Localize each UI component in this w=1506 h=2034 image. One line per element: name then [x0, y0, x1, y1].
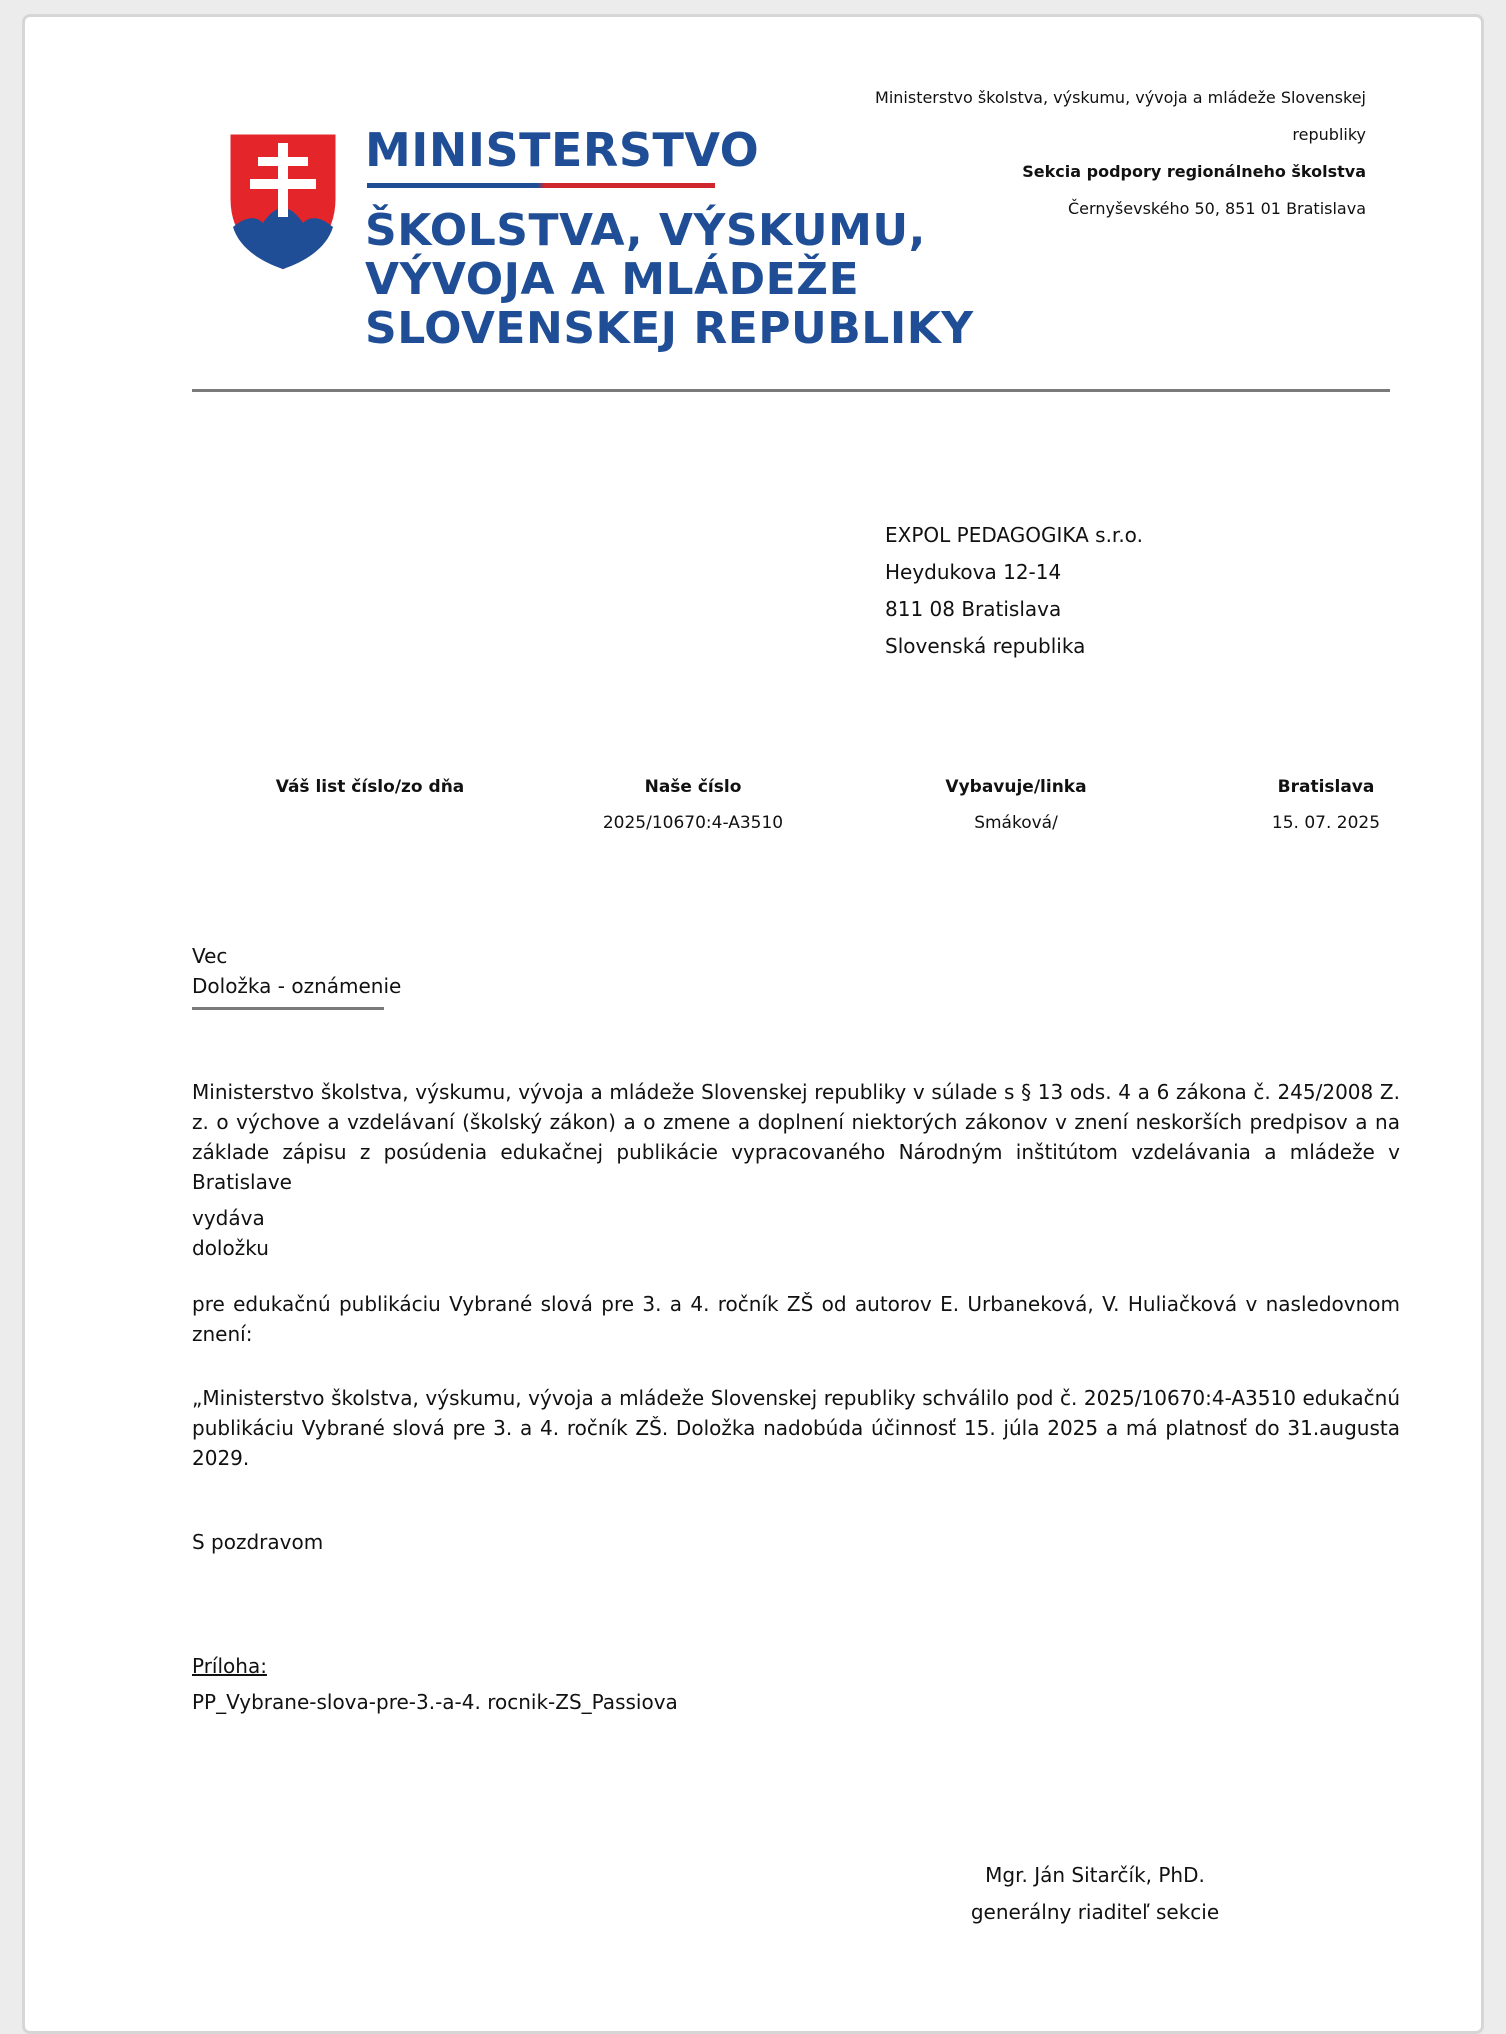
reference-our-number [553, 769, 833, 841]
sender-org-line-1: Ministerstvo školstva, výskumu, vývoja a mládeže Slovenskej [875, 88, 1366, 107]
logo-line-1: MINISTERSTVO [365, 123, 760, 177]
subject-label: Vec [192, 944, 228, 968]
header-divider [192, 389, 1390, 392]
addressee-block [885, 517, 1143, 665]
reference-handled-by [876, 769, 1156, 841]
attachment-file: PP_Vybrane-slova-pre-3.-a-4. rocnik-ZS_Passiova [192, 1690, 678, 1714]
body-paragraph-3: „Ministerstvo školstva, výskumu, vývoja a mládeže Slovenskej republiky schválilo pod č. 2025/10670:4-A3510 edukačnú publikáciu Vybrané slová pre 3. a 4. ročník ZŠ. Doložka nadobúda účinnosť 15. júla 2025 a má platnosť do 31.augusta 2029. [192, 1386, 1400, 1470]
sender-section: Sekcia podpory regionálneho školstva [1022, 162, 1366, 181]
clause-text: doložku [192, 1236, 269, 1260]
sender-org-line-2: republiky [1292, 125, 1366, 144]
reference-label: Vybavuje/linka [945, 777, 1087, 797]
closing-text: S pozdravom [192, 1530, 324, 1554]
reference-label: Bratislava [1277, 777, 1375, 797]
subject-title: Doložka - oznámenie [192, 974, 402, 998]
body-paragraph-2: pre edukačnú publikáciu Vybrané slová pre 3. a 4. ročník ZŠ od autorov E. Urbaneková, V. Huliačková v nasledovnom znení: [192, 1292, 1400, 1346]
issues-text: vydáva [192, 1206, 265, 1230]
addressee-name: EXPOL PEDAGOGIKA s.r.o. [885, 523, 1143, 547]
subject-divider [192, 1007, 384, 1010]
signatory-name: Mgr. Ján Sitarčík, PhD. [985, 1863, 1205, 1887]
body-paragraph-1: Ministerstvo školstva, výskumu, vývoja a mládeže Slovenskej republiky v súlade s § 13 ods. 4 a 6 zákona č. 245/2008 Z. z. o výchove a vzdelávaní (školský zákon) a o zmene a doplnení niektorých zákonov v znení neskorších predpisov a na základe zápisu z posúdenia edukačnej publikácie vypracovaného Národným inštitútom vzdelávania a mládeže v Bratislave [192, 1080, 1400, 1194]
logo-line-3: VÝVOJA A MLÁDEŽE [365, 254, 860, 305]
reference-place-date [1186, 769, 1466, 841]
reference-your-letter [230, 769, 510, 841]
reference-value: Smáková/ [974, 813, 1058, 833]
sender-info [846, 79, 1366, 227]
attachment-label: Príloha: [192, 1654, 267, 1678]
reference-value [230, 805, 510, 841]
reference-value: 2025/10670:4-A3510 [602, 813, 784, 833]
logo-line-4: SLOVENSKEJ REPUBLIKY [365, 303, 974, 354]
subject-block [192, 941, 401, 1001]
addressee-country: Slovenská republika [885, 634, 1086, 658]
sender-address: Černyševského 50, 851 01 Bratislava [1068, 199, 1366, 218]
addressee-street: Heydukova 12-14 [885, 560, 1062, 584]
signatory-title: generálny riaditeľ sekcie [970, 1900, 1220, 1924]
reference-label: Váš list číslo/zo dňa [275, 777, 465, 797]
signature-block [945, 1857, 1245, 1931]
issuance-block [192, 1203, 1400, 1263]
logo-line-2: ŠKOLSTVA, VÝSKUMU, [365, 205, 926, 256]
logo-divider [367, 183, 715, 188]
reference-value: 15. 07. 2025 [1271, 813, 1381, 833]
reference-label: Naše číslo [644, 777, 742, 797]
document-page [22, 14, 1484, 2034]
slovak-coat-of-arms-icon [225, 129, 341, 273]
addressee-city: 811 08 Bratislava [885, 597, 1062, 621]
